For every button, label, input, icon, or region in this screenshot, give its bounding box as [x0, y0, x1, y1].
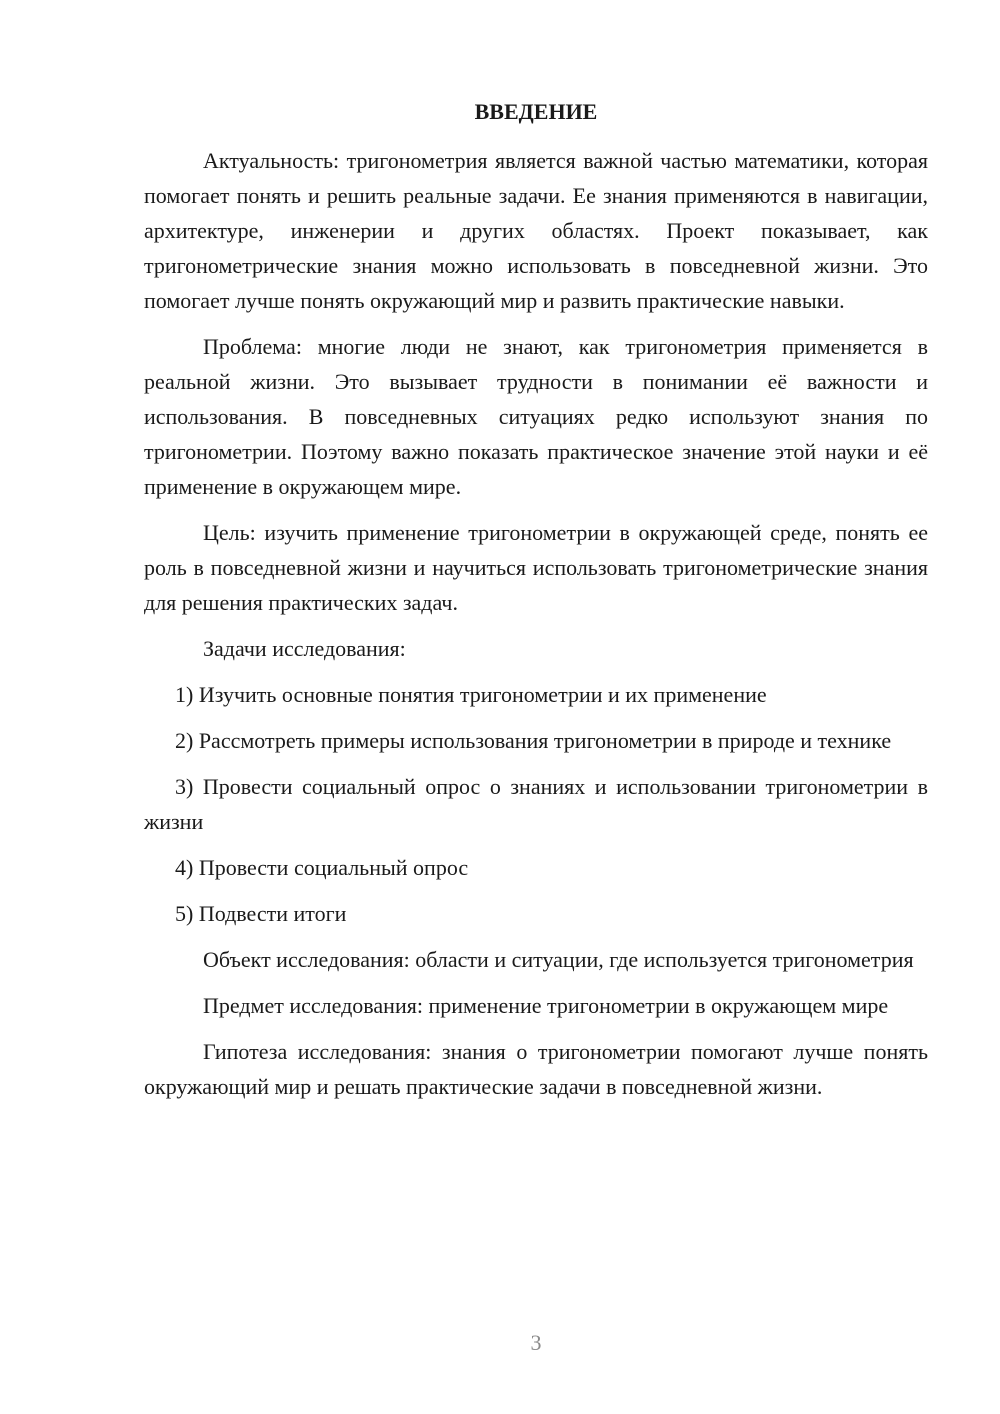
task-item: 4) Провести социальный опрос [175, 855, 469, 880]
problem-paragraph: Проблема: многие люди не знают, как тригонометрия применяется в реальной жизни. Это вызывает трудности в понимании её важности и использования. В повседневных ситуациях редко используют знания по тригонометрии. Поэтому важно показать практическое значение этой науки и её применение в окружающем мире. [144, 334, 928, 499]
task-item: 3) Провести социальный опрос о знаниях и использовании тригонометрии в жизни [144, 774, 928, 834]
task-item: 2) Рассмотреть примеры использования тригонометрии в природе и технике [175, 728, 892, 753]
hypothesis-paragraph: Гипотеза исследования: знания о тригонометрии помогают лучше понять окружающий мир и решать практические задачи в повседневной жизни. [144, 1039, 928, 1099]
object-paragraph: Объект исследования: области и ситуации, где используется тригонометрия [203, 947, 914, 972]
relevance-paragraph: Актуальность: тригонометрия является важной частью математики, которая помогает понять и решить реальные задачи. Ее знания применяются в навигации, архитектуре, инженерии и других областях. Проект показывает, как тригонометрические знания можно использовать в повседневной жизни. Это помогает лучше понять окружающий мир и развить практические навыки. [144, 148, 928, 313]
page-number: 3 [530, 1330, 542, 1355]
task-item: 1) Изучить основные понятия тригонометрии и их применение [175, 682, 767, 707]
page-title: ВВЕДЕНИЕ [474, 99, 598, 124]
subject-paragraph: Предмет исследования: применение тригонометрии в окружающем мире [203, 993, 889, 1018]
task-item: 5) Подвести итоги [175, 901, 347, 926]
tasks-heading: Задачи исследования: [203, 636, 406, 661]
page-content [144, 94, 928, 1115]
goal-paragraph: Цель: изучить применение тригонометрии в окружающей среде, понять ее роль в повседневной жизни и научиться использовать тригонометрические знания для решения практических задач. [144, 520, 928, 615]
